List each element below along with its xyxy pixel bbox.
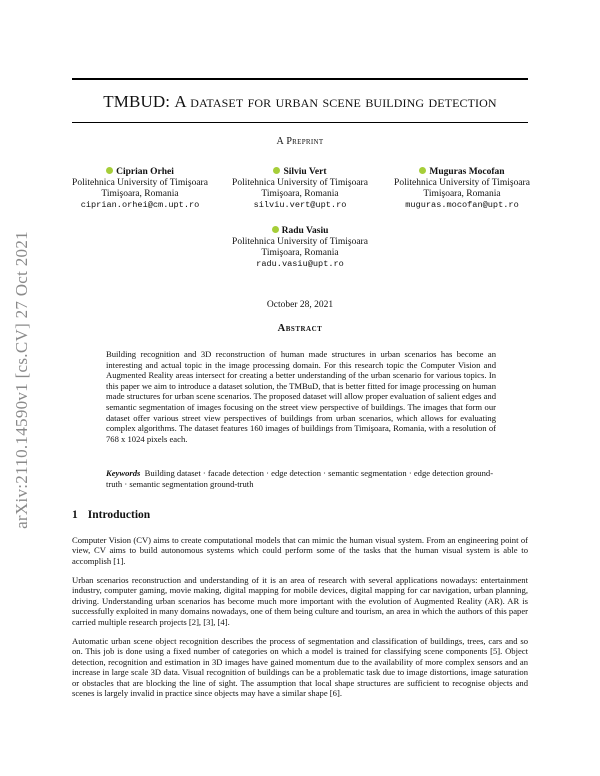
author-affiliation: Politehnica University of Timişoara	[394, 178, 530, 188]
section-heading	[72, 509, 150, 521]
title-rule-top	[72, 78, 528, 80]
author-email[interactable]: silviu.vert@upt.ro	[253, 200, 347, 210]
orcid-icon[interactable]	[419, 167, 426, 174]
author-location: Timişoara, Romania	[261, 189, 339, 199]
arxiv-identifier-stamp	[10, 200, 34, 560]
author-location: Timişoara, Romania	[261, 248, 339, 258]
orcid-icon[interactable]	[273, 167, 280, 174]
arxiv-identifier-text: arXiv:2110.14590v1 [cs.CV] 27 Oct 2021	[12, 231, 31, 529]
abstract-heading: Abstract	[277, 323, 323, 334]
body-paragraph: Computer Vision (CV) aims to create computational models that can mimic the human visual system. From an engineering point of view, CV aims to build autonomous systems which could perform some of the tasks that the human visual system is able to accomplish [1].	[72, 535, 528, 566]
author-affiliation: Politehnica University of Timişoara	[72, 178, 208, 188]
orcid-icon[interactable]	[272, 226, 279, 233]
title-d: D	[152, 92, 166, 111]
title-tm: TMB	[103, 92, 141, 111]
author-name: Muguras Mocofan	[429, 167, 505, 177]
section-title: Introduction	[87, 509, 151, 521]
preprint-label: A Preprint	[276, 136, 324, 147]
author-location: Timişoara, Romania	[423, 189, 501, 199]
publication-date: October 28, 2021	[266, 300, 334, 310]
section-number: 1	[72, 509, 78, 521]
author-block	[60, 167, 220, 211]
title-rest: A dataset for urban scene building detection	[174, 92, 497, 111]
orcid-icon[interactable]	[106, 167, 113, 174]
keywords-label: Keywords	[106, 468, 141, 478]
paper-title	[72, 92, 528, 112]
body-paragraph: Automatic urban scene object recognition describes the process of segmentation and classification of buildings, trees, cars and so on. This job is done using a fixed number of categories on which a model is trained for classifying scene components [5]. Object detection, recognition and estimation in 3D images have gained momentum due to the availability of more complex sensors and an increase in large scale 3D data. Visual recognition of buildings can be a problematic task due to image distortions, image saturation or obstacles that are blocking the line of sight. The assumption that local shape structures are sufficient to recognise objects and scenes is largely invalid in practice since objects may have a similar shape [6].	[72, 636, 528, 699]
title-rule-bottom	[72, 122, 528, 123]
author-email[interactable]: muguras.mocofan@upt.ro	[405, 200, 519, 210]
title-colon: :	[165, 92, 171, 111]
author-affiliation: Politehnica University of Timişoara	[232, 237, 368, 247]
keywords-text: Building dataset · facade detection · edge detection · semantic segmentation · edge detection ground-truth · semantic segmentation ground-truth	[106, 468, 494, 489]
author-block	[220, 226, 380, 270]
author-name: Silviu Vert	[283, 167, 327, 177]
author-block	[382, 167, 542, 211]
title-u: U	[140, 92, 153, 111]
author-name: Radu Vasiu	[281, 226, 329, 236]
author-location: Timişoara, Romania	[101, 189, 179, 199]
author-email[interactable]: radu.vasiu@upt.ro	[256, 259, 344, 269]
body-paragraph: Urban scenarios reconstruction and understanding of it is an area of research with several applications nowadays: entertainment industry, computer gaming, movie making, digital mapping for mobile devices, digital mapping for car navigation, urban planning, driving. Understanding urban scenarios has become much more important with the evolution of Augmented Reality (AR). AR is successfully exploited in many domains nowadays, one of them being culture and tourism, an area in which the authors of this paper carried multiple research projects [2], [3], [4].	[72, 575, 528, 627]
author-affiliation: Politehnica University of Timişoara	[232, 178, 368, 188]
abstract-text: Building recognition and 3D reconstruction of human made structures in urban scenarios has become an interesting and actual topic in the image processing domain. For this research topic the Computer Vision and Augmented Reality areas intersect for creating a better understanding of the urban scenario for various topics. In this paper we aim to introduce a dataset solution, the TMBuD, that is better fitted for image processing on human made structures for urban scene scenarios. The proposed dataset will allow proper evaluation of salient edges and semantic segmentation of images focusing on the street view perspective of buildings. The images that form our dataset offer various street view perspectives of buildings from urban scenarios, which allows for evaluating complex algorithms. The dataset features 160 images of buildings from Timişoara, Romania, with a resolution of 768 x 1024 pixels each.	[106, 349, 497, 444]
author-name: Ciprian Orhei	[116, 167, 174, 177]
author-block	[220, 167, 380, 211]
keywords	[106, 468, 496, 489]
author-email[interactable]: ciprian.orhei@cm.upt.ro	[80, 200, 200, 210]
